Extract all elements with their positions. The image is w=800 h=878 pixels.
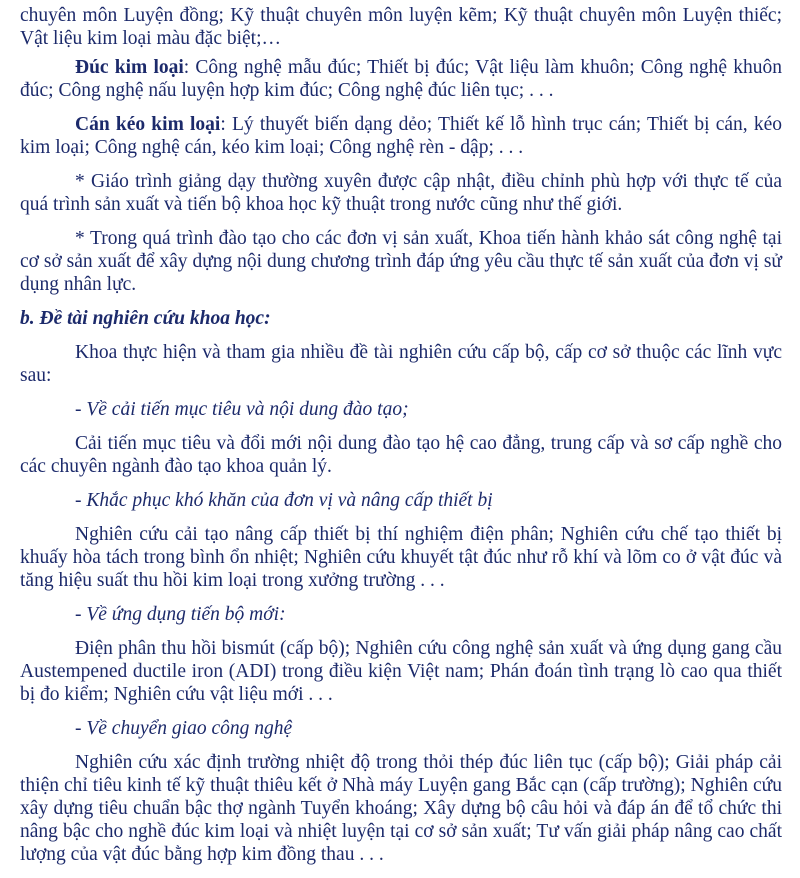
paragraph-new-applications: Điện phân thu hồi bismút (cấp bộ); Nghiên cứu công nghệ sản xuất và ứng dụng gang cầu Austempened ductile iron (ADI) trong điều kiện Việt nam; Phán đoán tình trạng lò cao qua thiết bị đo kiểm; Nghiên cứu vật liệu mới . . . xyxy=(20,638,782,705)
paragraph-technology-transfer: Nghiên cứu xác định trường nhiệt độ trong thỏi thép đúc liên tục (cấp bộ); Giải pháp cải thiện chỉ tiêu kinh tế kỹ thuật thiêu kết ở Nhà máy Luyện gang Bắc cạn (cấp trường); Nghiên cứu xây dựng tiêu chuẩn bậc thợ ngành Tuyển khoáng; Xây dựng bộ câu hỏi và đáp án để tổ chức thi nâng bậc cho nghề đúc kim loại và nhiệt luyện tại cơ sở sản xuất; Tư vấn giải pháp nâng cao chất lượng của vật đúc bằng hợp kim đồng thau . . . xyxy=(20,752,782,865)
paragraph-metal-specialties: chuyên môn Luyện đồng; Kỹ thuật chuyên môn luyện kẽm; Kỹ thuật chuyên môn Luyện thiếc; Vật liệu kim loại màu đặc biệt;… xyxy=(20,5,782,49)
paragraph-training-survey: * Trong quá trình đào tạo cho các đơn vị sản xuất, Khoa tiến hành khảo sát công nghệ tại cơ sở sản xuất để xây dựng nội dung chương trình đáp ứng yêu cầu thực tế sản xuất của đơn vị sử dụng nhân lực. xyxy=(20,228,782,295)
paragraph-training-improvement: Cải tiến mục tiêu và đổi mới nội dung đào tạo hệ cao đẳng, trung cấp và sơ cấp nghề cho các chuyên ngành đào tạo khoa quản lý. xyxy=(20,433,782,477)
paragraph-casting xyxy=(20,56,782,102)
subheading-equipment-upgrade: - Khắc phục khó khăn của đơn vị và nâng cấp thiết bị xyxy=(75,490,493,511)
document-page xyxy=(20,4,782,877)
paragraph-rolling-drawing xyxy=(20,113,782,159)
rolling-description: : Lý thuyết biến dạng dẻo; Thiết kế lỗ hình trục cán; Thiết bị cán, kéo kim loại; Công nghệ cán, kéo kim loại; Công nghệ rèn - dập; . . . xyxy=(20,114,782,158)
paragraph-curriculum-updates: * Giáo trình giảng dạy thường xuyên được cập nhật, điều chỉnh phù hợp với thực tế của quá trình sản xuất và tiến bộ khoa học kỹ thuật trong nước cũng như thế giới. xyxy=(20,171,782,215)
paragraph-research-intro: Khoa thực hiện và tham gia nhiều đề tài nghiên cứu cấp bộ, cấp cơ sở thuộc các lĩnh vực sau: xyxy=(20,342,782,386)
subheading-new-applications: - Về ứng dụng tiến bộ mới: xyxy=(75,604,286,625)
casting-description: : Công nghệ mẫu đúc; Thiết bị đúc; Vật liệu làm khuôn; Công nghệ khuôn đúc; Công nghệ nấu luyện hợp kim đúc; Công nghệ đúc liên tục; . . . xyxy=(20,57,782,101)
subheading-training-improvement: - Về cải tiến mục tiêu và nội dung đào tạo; xyxy=(75,399,409,420)
rolling-lead-term: Cán kéo kim loại xyxy=(75,114,221,135)
subheading-technology-transfer: - Về chuyển giao công nghệ xyxy=(75,718,293,739)
casting-lead-term: Đúc kim loại xyxy=(75,57,184,78)
paragraph-equipment-upgrade: Nghiên cứu cải tạo nâng cấp thiết bị thí nghiệm điện phân; Nghiên cứu chế tạo thiết bị khuấy hòa tách trong bình ổn nhiệt; Nghiên cứu khuyết tật đúc như rỗ khí và lõm co ở vật đúc và tăng hiệu suất thu hồi kim loại trong xưởng trường . . . xyxy=(20,524,782,591)
section-heading-research: b. Đề tài nghiên cứu khoa học: xyxy=(20,308,271,329)
